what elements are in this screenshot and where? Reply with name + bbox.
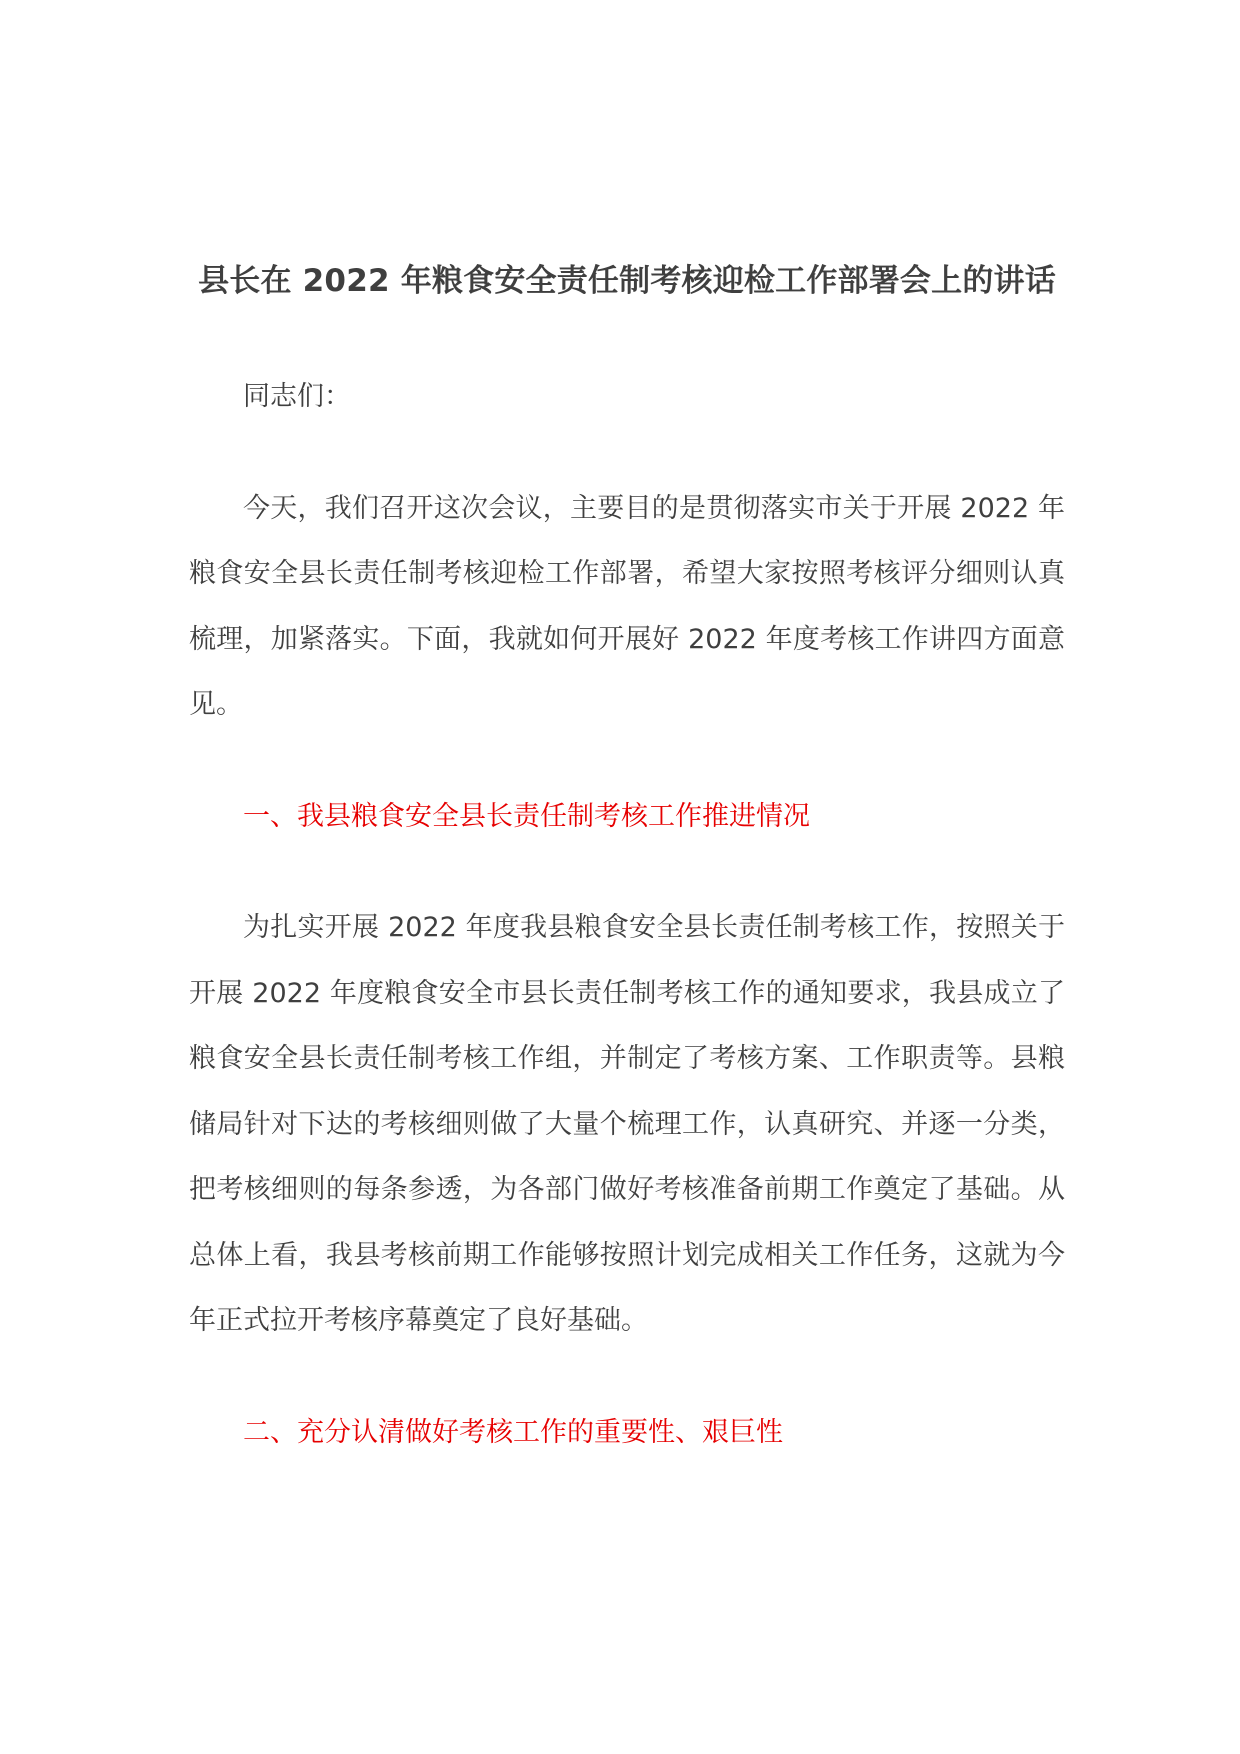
spacer	[189, 430, 1065, 476]
document-title: 县长在 2022 年粮食安全责任制考核迎检工作部署会上的讲话	[198, 263, 1056, 299]
spacer	[189, 849, 1065, 895]
section-heading-2: 二、充分认清做好考核工作的重要性、艰巨性	[243, 1416, 783, 1448]
document-page	[189, 248, 1065, 1465]
paragraph-progress: 为扎实开展 2022 年度我县粮食安全县长责任制考核工作，按照关于开展 2022 年度粮食安全市县长责任制考核工作的通知要求，我县成立了粮食安全县长责任制考核工作组，并制定了考核方案、工作职责等。县粮储局针对下达的考核细则做了大量个梳理工作，认真研究、并逐一分类，把考核细则的每条参透，为各部门做好考核准备前期工作奠定了基础。从总体上看，我县考核前期工作能够按照计划完成相关工作任务，这就为今年正式拉开考核序幕奠定了良好基础。	[189, 912, 1065, 1336]
paragraph-intro: 今天，我们召开这次会议，主要目的是贯彻落实市关于开展 2022 年粮食安全县长责任制考核迎检工作部署，希望大家按照考核评分细则认真梳理，加紧落实。下面，我就如何开展好 2022 年度考核工作讲四方面意见。	[189, 492, 1065, 720]
spacer	[189, 314, 1065, 364]
spacer	[189, 738, 1065, 784]
section-heading-1: 一、我县粮食安全县长责任制考核工作推进情况	[243, 800, 810, 832]
spacer	[189, 1354, 1065, 1400]
salutation: 同志们：	[243, 381, 351, 412]
